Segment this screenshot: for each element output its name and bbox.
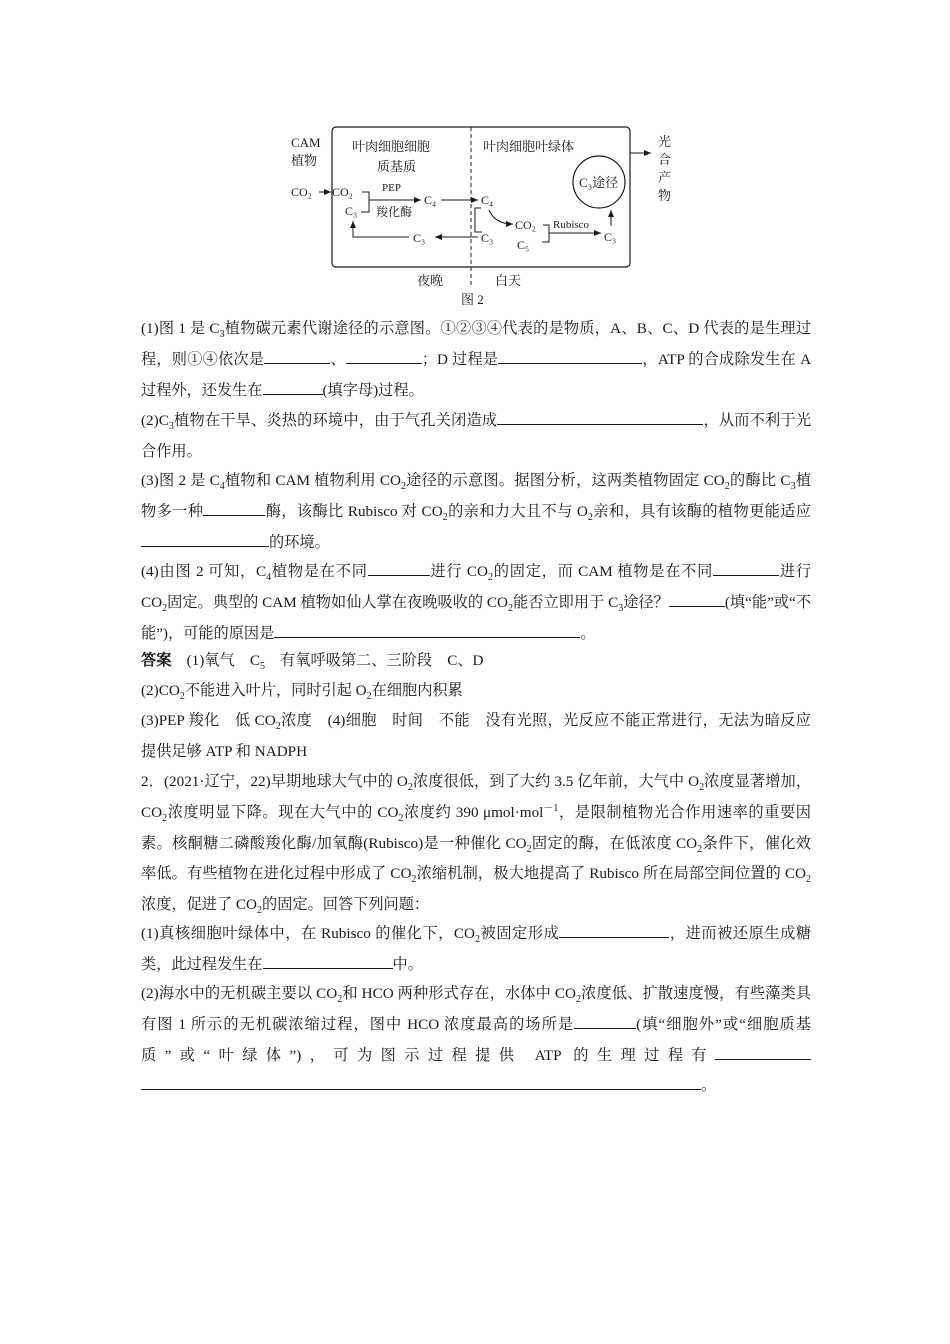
q2-text-b: 植物在干旱、炎热的环境中，由于气孔关闭造成 bbox=[173, 412, 498, 429]
product-char-1: 光 bbox=[658, 134, 672, 149]
pep-label: PEP bbox=[382, 182, 401, 194]
q3-sub-6: 2 bbox=[587, 511, 593, 523]
q3-blank-1[interactable] bbox=[203, 499, 265, 516]
answer-3-b: 浓度 (4)细胞 时间 不能 没有光照，光反应不能正常进行，无法为暗反应提供足够 ATP 和 NADPH bbox=[141, 712, 811, 760]
p2q2-text-b: 和 HCO 两种形式存在，水体中 CO bbox=[342, 985, 577, 1002]
co2-mid: CO₂ bbox=[515, 218, 536, 232]
p2-text-a: 2．(2021·辽宁，22)早期地球大气中的 O bbox=[141, 773, 408, 790]
q1-blank-2[interactable] bbox=[346, 347, 422, 364]
q4-blank-1[interactable] bbox=[368, 559, 430, 576]
night-label: 夜晚 bbox=[417, 273, 444, 288]
q3-text-f: 酶，该酶比 Rubisco 对 CO bbox=[265, 502, 443, 520]
problem-2-question-1 bbox=[141, 919, 811, 981]
q1-sub: 3 bbox=[219, 329, 225, 341]
q1-text-d: ；D 过程是 bbox=[421, 350, 499, 368]
p2-sub-8: 2 bbox=[806, 874, 811, 886]
q4-blank-3[interactable] bbox=[669, 590, 725, 607]
p2q2-text-e: 。 bbox=[701, 1077, 717, 1095]
q4-sub-3: 2 bbox=[162, 602, 168, 614]
q1-text-b: 植物碳元素代谢途径的示意图。①②③④代表的是物质，A、B、C、D 代表的是生理过程，则①④依次是 bbox=[141, 320, 812, 368]
p2-text-d: 浓度明显下降。现在大气中的 CO bbox=[167, 803, 399, 821]
left-header-1: 叶肉细胞细胞 bbox=[352, 139, 431, 154]
p2q1-sub: 2 bbox=[475, 934, 481, 946]
p2-text-f: ，是限制植物光合作用速率的重要因素。核酮糖二磷酸羧化酶/加氧酶(Rubisco)是一种催化 CO bbox=[141, 803, 811, 852]
p2-sub-3: 2 bbox=[162, 812, 168, 824]
p2-sup-1: －1 bbox=[543, 802, 559, 814]
answer-3-sub: 2 bbox=[275, 721, 281, 733]
p2-sub-1: 2 bbox=[407, 782, 413, 794]
p2-text-b: 浓度很低，到了大约 3.5 亿年前，大气中 O bbox=[412, 773, 700, 790]
co2-input: CO₂ bbox=[291, 185, 312, 199]
c4-to-co2-arrow bbox=[489, 210, 513, 224]
p2-sub-2: 2 bbox=[699, 782, 705, 794]
answer-2-a: (2)CO bbox=[141, 682, 180, 699]
answer-2-sub-2: 2 bbox=[366, 691, 372, 703]
p2q1-blank-1[interactable] bbox=[559, 921, 669, 938]
p2-text-i: 浓缩机制，极大地提高了 Rubisco 所在局部空间位置的 CO bbox=[416, 865, 806, 883]
q3-sub-4: 3 bbox=[790, 481, 796, 493]
p2q1-blank-2[interactable] bbox=[263, 952, 393, 969]
q4-text-f: 固定。典型的 CAM 植物如仙人掌在夜晚吸收的 CO bbox=[167, 593, 508, 611]
q3-sub-5: 2 bbox=[442, 511, 448, 523]
p2-sub-6: 2 bbox=[697, 843, 703, 855]
q4-blank-2[interactable] bbox=[713, 559, 779, 576]
right-header: 叶肉细胞叶绿体 bbox=[483, 139, 575, 154]
problem-2-stem bbox=[141, 767, 811, 921]
p2q1-text-d: 中。 bbox=[392, 955, 423, 973]
c3-bottom-left: C₃ bbox=[413, 231, 426, 245]
p2q2-text-a: (2)海水中的无机碳主要以 CO bbox=[141, 985, 338, 1002]
q4-text-j: 。 bbox=[580, 624, 596, 642]
q1-text-f: (填字母)过程。 bbox=[322, 381, 424, 399]
q1-blank-1[interactable] bbox=[264, 347, 330, 364]
q3-sub-1: 4 bbox=[219, 481, 225, 493]
day-label: 白天 bbox=[495, 273, 522, 288]
question-2 bbox=[141, 406, 811, 468]
q4-text-a: (4)由图 2 可知，C bbox=[141, 563, 267, 580]
q1-text-a: (1)图 1 是 C bbox=[141, 320, 220, 337]
p2-text-k: 的固定。回答下列问题： bbox=[262, 896, 430, 914]
p2-sub-4: 2 bbox=[398, 812, 404, 824]
co2-left: CO₂ bbox=[332, 185, 353, 199]
answer-1-sub: 5 bbox=[259, 661, 265, 673]
c3-left-top: C₃ bbox=[345, 204, 358, 218]
c4-left: C₄ bbox=[424, 193, 437, 207]
q3-blank-2[interactable] bbox=[141, 530, 269, 547]
p2-text-h: 条件下，催化效率低。有些植物在进化过程中形成了 CO bbox=[141, 834, 811, 883]
q1-text-e: ，ATP 的合成除发生在 A 过程外，还发生在 bbox=[141, 350, 812, 399]
p2q1-text-a: (1)真核细胞叶绿体中，在 Rubisco 的催化下，CO bbox=[141, 925, 476, 942]
p2q2-sub-2: 2 bbox=[576, 994, 582, 1006]
p2q2-blank-1[interactable] bbox=[574, 1012, 636, 1029]
q3-text-i: 的环境。 bbox=[269, 533, 330, 551]
problem-2-question-2 bbox=[141, 979, 811, 1102]
figure-2-diagram bbox=[285, 120, 685, 310]
p2q2-blank-2[interactable] bbox=[715, 1043, 811, 1060]
q4-text-b: 植物是在不同 bbox=[271, 563, 368, 580]
answer-label: 答案 bbox=[141, 652, 172, 669]
p2-text-g: 固定的酶，在低浓度 CO bbox=[531, 834, 698, 852]
q4-text-h: 途径？ bbox=[623, 593, 669, 611]
answer-2-b: 不能进入叶片，同时引起 O bbox=[184, 682, 367, 699]
q1-text-c: 、 bbox=[330, 350, 346, 368]
c3-bottom-mid: C₃ bbox=[481, 231, 494, 245]
answer-1-a: (1)氧气 C bbox=[186, 652, 260, 669]
p2q2-sub-1: 2 bbox=[337, 994, 343, 1006]
p2q2-text-c: 浓度低、扩散速度慢，有些藻类具有图 1 所示的无机碳浓缩过程，图中 HCO 浓度最高的场所是 bbox=[141, 985, 811, 1033]
q1-blank-3[interactable] bbox=[498, 347, 642, 364]
q4-blank-4[interactable] bbox=[274, 621, 580, 638]
q3-text-a: (3)图 2 是 C bbox=[141, 472, 220, 489]
q3-text-d: 的酶比 C bbox=[729, 472, 791, 489]
product-char-2: 合 bbox=[658, 152, 672, 167]
q4-text-d: 的固定，而 CAM 植物是在不同 bbox=[493, 563, 714, 580]
product-char-4: 物 bbox=[658, 188, 672, 203]
q4-sub-1: 4 bbox=[266, 572, 272, 584]
c4-right: C₄ bbox=[481, 193, 494, 207]
p2q1-text-b: 被固定形成 bbox=[480, 925, 560, 942]
q4-text-c: 进行 CO bbox=[429, 563, 489, 580]
q3-sub-3: 2 bbox=[724, 481, 730, 493]
p2q2-blank-3[interactable] bbox=[141, 1073, 701, 1090]
q4-text-g: 能否立即用于 C bbox=[513, 593, 619, 611]
co2-c3-bracket bbox=[361, 192, 369, 212]
q4-text-i: (填“能”或“不能”)，可能的原因是 bbox=[141, 593, 812, 642]
p2-text-j: 浓度，促进了 CO bbox=[141, 896, 258, 914]
q2-text-a: (2)C bbox=[141, 412, 169, 429]
answer-line-1 bbox=[141, 646, 811, 677]
q4-sub-2: 2 bbox=[488, 572, 494, 584]
p2-sub-7: 2 bbox=[411, 874, 417, 886]
c3-loop-arrow bbox=[353, 221, 409, 237]
rubisco-label: Rubisco bbox=[553, 219, 590, 231]
cam-label-2: 植物 bbox=[291, 153, 318, 168]
c5-label: C₅ bbox=[517, 238, 530, 252]
question-3 bbox=[141, 466, 811, 558]
question-4 bbox=[141, 557, 811, 649]
answer-2-sub-1: 2 bbox=[179, 691, 185, 703]
q2-blank-1[interactable] bbox=[497, 408, 703, 425]
c4-split-bracket bbox=[475, 208, 482, 232]
question-1 bbox=[141, 314, 811, 406]
co2-c5-bracket bbox=[542, 225, 549, 242]
answer-line-2 bbox=[141, 676, 811, 707]
c3-pathway-label: C₃途径 bbox=[579, 175, 619, 190]
q2-sub: 3 bbox=[168, 421, 174, 433]
q3-text-g: 的亲和力大且不与 O bbox=[447, 502, 588, 520]
q3-text-b: 植物和 CAM 植物利用 CO bbox=[224, 472, 401, 489]
q3-text-c: 途径的示意图。据图分析，这两类植物固定 CO bbox=[405, 472, 725, 489]
q1-blank-4[interactable] bbox=[263, 378, 323, 395]
p2q2-text-d: (填“细胞外”或“细胞质基质”或“叶绿体”)，可为图示过程提供 ATP 的生理过程有 bbox=[141, 1015, 811, 1064]
p2q1-text-c: ，进而被还原生成糖类，此过程发生在 bbox=[141, 925, 812, 973]
left-header-2: 质基质 bbox=[377, 159, 417, 174]
p2-text-e: 浓度约 390 μmol·mol bbox=[403, 803, 544, 821]
p2-sub-9: 2 bbox=[257, 905, 263, 917]
q4-sub-5: 3 bbox=[618, 602, 624, 614]
q4-sub-4: 2 bbox=[508, 602, 513, 614]
q3-sub-2: 2 bbox=[400, 481, 406, 493]
p2-sub-5: 2 bbox=[526, 843, 532, 855]
answer-1-b: 有氧呼吸第二、三阶段 C、D bbox=[264, 652, 484, 669]
cam-label-1: CAM bbox=[291, 135, 321, 150]
answer-2-c: 在细胞内积累 bbox=[371, 682, 463, 699]
enzyme-label: 羧化酶 bbox=[376, 205, 413, 219]
p2-text-c: 浓度显著增加，CO bbox=[141, 773, 812, 821]
q3-text-e: 植物多一种 bbox=[141, 472, 812, 520]
answer-line-3 bbox=[141, 706, 811, 768]
figure-caption: 图 2 bbox=[461, 292, 484, 307]
q3-text-h: 亲和，具有该酶的植物更能适应 bbox=[592, 502, 812, 520]
product-char-3: 产 bbox=[658, 170, 672, 185]
q2-text-c: ，从而不利于光合作用。 bbox=[141, 412, 812, 460]
q4-text-e: 进行 CO bbox=[141, 563, 812, 611]
c3-right: C₃ bbox=[604, 230, 617, 244]
answer-3-a: (3)PEP 羧化 低 CO bbox=[141, 712, 276, 729]
